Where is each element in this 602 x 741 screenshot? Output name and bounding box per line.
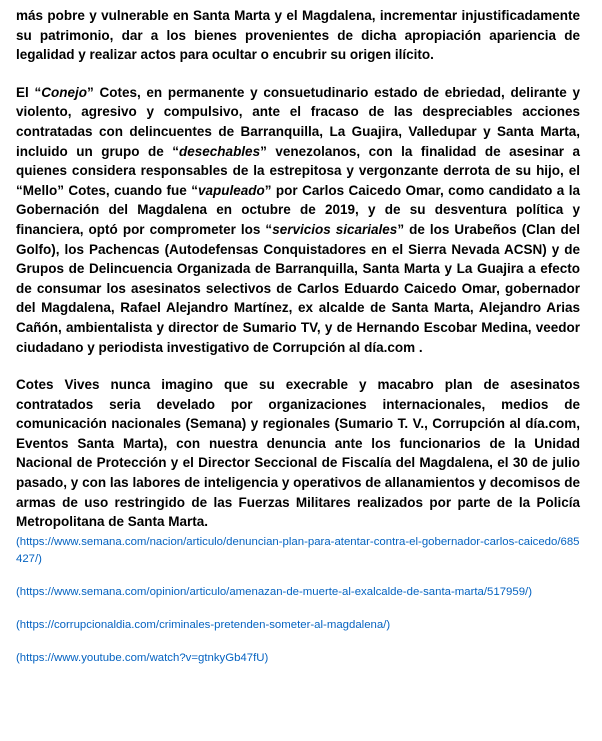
reference-link-3[interactable]: (https://corrupcionaldia.com/criminales-pretenden-someter-al-magdalena/)	[16, 618, 391, 631]
paragraph-2	[16, 83, 580, 357]
emphasis-text: desechables	[179, 143, 261, 159]
text-segment: ” venezolanos, con la finalidad de asesinar a quienes considera responsables de la estrepitosa y vergonzante derrota de su hijo, el “Mello” Cotes, cuando fue “	[16, 143, 580, 198]
text-segment: más pobre y vulnerable en Santa Marta y el Magdalena, incrementar injustificadamente su patrimonio, dar a los bienes provenientes de dicha apropiación apariencia de legalidad y realizar actos para ocultar o encubrir su origen ilícito.	[16, 8, 580, 63]
document-page	[16, 6, 580, 667]
emphasis-text: vapuleado	[197, 182, 265, 198]
reference-link-2[interactable]: (https://www.semana.com/opinion/articulo/amenazan-de-muerte-al-exalcalde-de-santa-marta/517959/)	[16, 585, 532, 598]
paragraph-1	[16, 6, 580, 65]
reference-link-1[interactable]: (https://www.semana.com/nacion/articulo/denuncian-plan-para-atentar-contra-el-gobernador-carlos-caicedo/685427/)	[16, 535, 580, 565]
paragraph-3	[16, 375, 580, 532]
reference-link-4[interactable]: (https://www.youtube.com/watch?v=gtnkyGb47fU)	[16, 651, 269, 664]
text-segment: El “	[16, 84, 42, 100]
text-segment: ” de los Urabeños (Clan del Golfo), los Pachencas (Autodefensas Conquistadores en el Sierra Nevada ACSN) y de Grupos de Delincuencia Organizada de Barranquilla, Santa Marta y La Guajira a efecto de consumar los asesinatos selectivos de Carlos Eduardo Caicedo Omar, gobernador del Magdalena, Rafael Alejandro Martínez, ex alcalde de Santa Marta, Alejandro Arias Cañón, ambientalista y director de Sumario TV, y de Hernando Escobar Medina, veedor ciudadano y periodista investigativo de Corrupción al día.com .	[16, 221, 580, 355]
reference-links	[16, 534, 580, 667]
emphasis-text: Conejo	[41, 84, 87, 100]
emphasis-text: servicios sicariales	[272, 221, 398, 237]
text-segment: ” Cotes, en permanente y consuetudinario estado de ebriedad, delirante y violento, agresivo y compulsivo, ante el fracaso de las despreciables acciones contratadas con delincuentes de Barranquilla, La Guajira, Valledupar y Santa Marta, incluido un grupo de “	[16, 84, 580, 159]
text-segment: Cotes Vives nunca imagino que su execrable y macabro plan de asesinatos contratados seria develado por organizaciones internacionales, medios de comunicación nacionales (Semana) y regionales (Sumario T. V., Corrupción al día.com, Eventos Santa Marta), con nuestra denuncia ante los funcionarios de la Unidad Nacional de Protección y el Director Seccional de Fiscalía del Magdalena, el 30 de julio pasado, y con las labores de inteligencia y operativos de allanamientos y decomisos de armas de uso restringido de las Fuerzas Militares realizados por parte de la Policía Metropolitana de Santa Marta.	[16, 377, 580, 530]
text-segment: ” por Carlos Caicedo Omar, como candidato a la Gobernación del Magdalena en octubre de 2019, y de su desventura política y financiera, optó por comprometer los “	[16, 182, 580, 237]
